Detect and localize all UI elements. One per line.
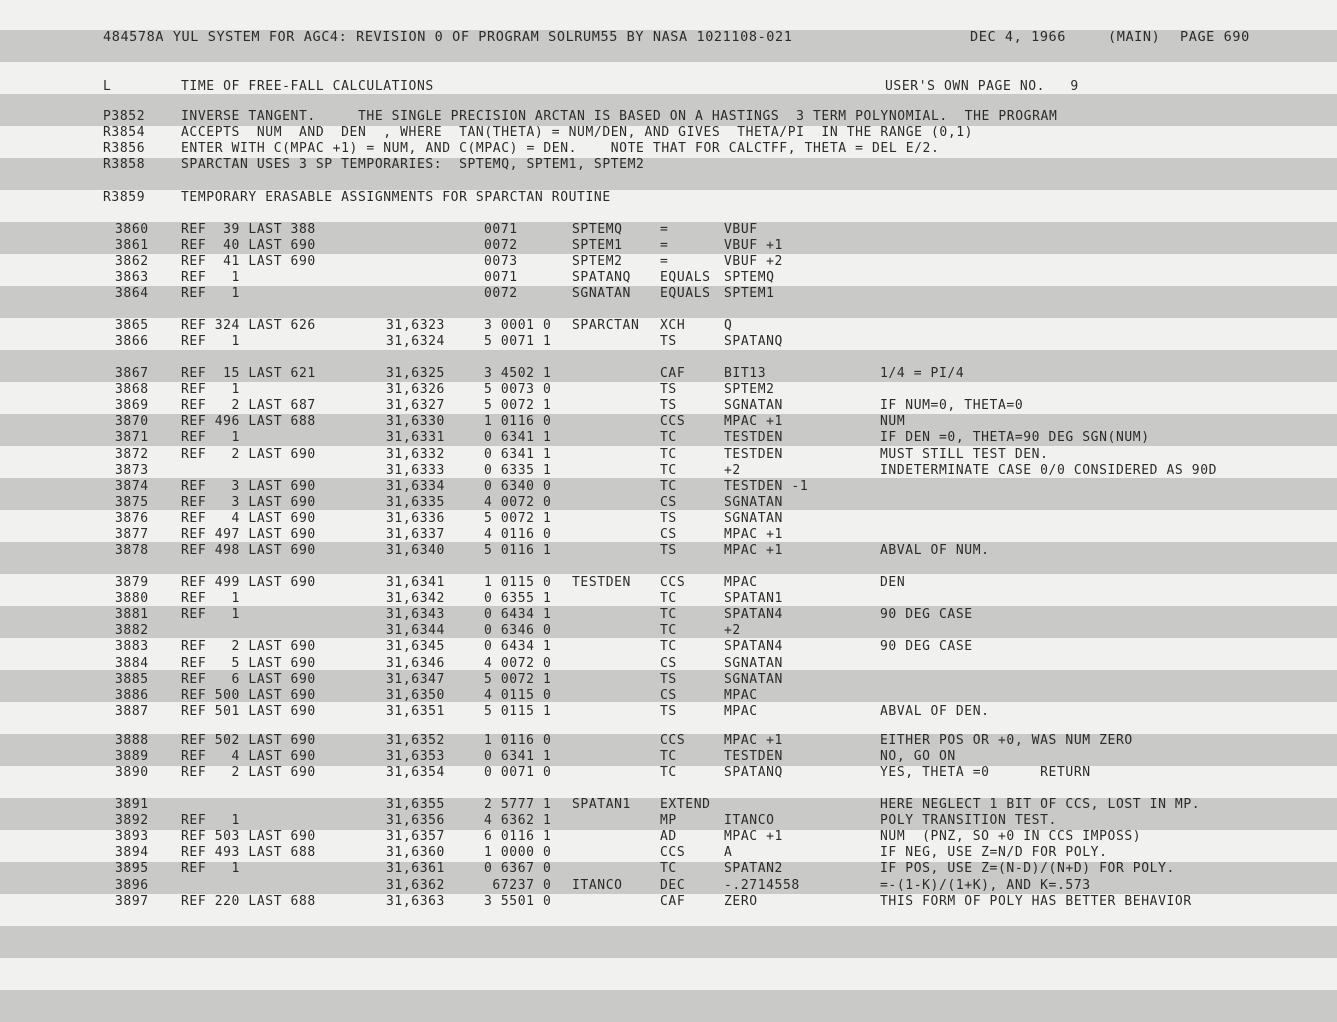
octal-code: 0 6434 1 bbox=[484, 639, 552, 655]
operand: Q bbox=[724, 318, 733, 333]
ref-info: REF 2 LAST 690 bbox=[181, 639, 316, 655]
octal-code: 0 6335 1 bbox=[484, 462, 552, 478]
section-comment bbox=[0, 190, 611, 206]
comment-text: INVERSE TANGENT. THE SINGLE PRECISION ARCTAN IS BASED ON A HASTINGS 3 TERM POLYNOMIAL. THE PROGRAM bbox=[181, 109, 1058, 124]
operand: VBUF bbox=[724, 222, 758, 237]
operand: +2 bbox=[724, 623, 741, 639]
section-comment-text: TEMPORARY ERASABLE ASSIGNMENTS FOR SPARCTAN ROUTINE bbox=[181, 190, 611, 205]
opcode: TC bbox=[660, 446, 677, 462]
ref-info: REF 1 bbox=[181, 382, 240, 398]
line-number: 3867 bbox=[115, 366, 149, 381]
operand: MPAC bbox=[724, 687, 758, 703]
address: 31,6355 bbox=[386, 797, 445, 812]
line-number: 3890 bbox=[115, 765, 149, 781]
address: 31,6356 bbox=[386, 813, 445, 829]
ref-info: REF 4 LAST 690 bbox=[181, 749, 316, 765]
symbol-label: SPTEMQ bbox=[572, 222, 623, 237]
line-number: 3872 bbox=[115, 446, 149, 462]
line-comment: IF POS, USE Z=(N-D)/(N+D) FOR POLY. bbox=[880, 861, 1175, 877]
octal-code: 1 0116 0 bbox=[484, 733, 552, 748]
octal-code: 1 0115 0 bbox=[484, 575, 552, 590]
symbol-label: SGNATAN bbox=[572, 286, 631, 302]
opcode: TS bbox=[660, 671, 677, 687]
address: 31,6346 bbox=[386, 655, 445, 671]
octal-code: 5 0073 0 bbox=[484, 382, 552, 398]
address: 31,6353 bbox=[386, 749, 445, 765]
operand: A bbox=[724, 845, 733, 861]
line-number: 3863 bbox=[115, 270, 149, 286]
octal-code: 0073 bbox=[484, 254, 518, 270]
address: 31,6331 bbox=[386, 430, 445, 446]
page-header bbox=[0, 29, 1250, 45]
line-comment: DEN bbox=[880, 575, 906, 590]
opcode: TC bbox=[660, 607, 677, 623]
operand: MPAC +1 bbox=[724, 829, 783, 845]
ref-info: REF 502 LAST 690 bbox=[181, 733, 316, 748]
operand: SPTEM2 bbox=[724, 382, 775, 398]
opcode: CS bbox=[660, 655, 677, 671]
opcode: TS bbox=[660, 703, 677, 719]
octal-code: 0 6367 0 bbox=[484, 861, 552, 877]
operand: SPATAN4 bbox=[724, 607, 783, 623]
line-comment: ABVAL OF DEN. bbox=[880, 703, 990, 719]
line-number: 3883 bbox=[115, 639, 149, 655]
opcode: MP bbox=[660, 813, 677, 829]
operand: ITANCO bbox=[724, 813, 775, 829]
address: 31,6357 bbox=[386, 829, 445, 845]
line-number: 3864 bbox=[115, 286, 149, 302]
symbol-label: SPATAN1 bbox=[572, 797, 631, 812]
line-comment: MUST STILL TEST DEN. bbox=[880, 446, 1049, 462]
ref-info: REF 6 LAST 690 bbox=[181, 671, 316, 687]
opcode: TC bbox=[660, 749, 677, 765]
ref-info: REF 1 bbox=[181, 813, 240, 829]
address: 31,6344 bbox=[386, 623, 445, 639]
opcode: XCH bbox=[660, 318, 686, 333]
line-comment: EITHER POS OR +0, WAS NUM ZERO bbox=[880, 733, 1133, 748]
octal-code: 4 0115 0 bbox=[484, 687, 552, 703]
octal-code: 0 6434 1 bbox=[484, 607, 552, 623]
octal-code: 3 4502 1 bbox=[484, 366, 552, 381]
line-comment: 90 DEG CASE bbox=[880, 607, 973, 623]
opcode: TC bbox=[660, 430, 677, 446]
octal-code: 6 0116 1 bbox=[484, 829, 552, 845]
symbol-label: SPTEM1 bbox=[572, 238, 623, 254]
ref-info: REF 503 LAST 690 bbox=[181, 829, 316, 845]
line-number: 3875 bbox=[115, 494, 149, 510]
operand: TESTDEN -1 bbox=[724, 478, 809, 494]
line-comment: ABVAL OF NUM. bbox=[880, 543, 990, 559]
opcode: CAF bbox=[660, 893, 686, 909]
octal-code: 5 0116 1 bbox=[484, 543, 552, 559]
ref-info: REF 2 LAST 690 bbox=[181, 446, 316, 462]
line-number: 3894 bbox=[115, 845, 149, 861]
opcode: TS bbox=[660, 382, 677, 398]
opcode: DEC bbox=[660, 877, 686, 893]
address: 31,6326 bbox=[386, 382, 445, 398]
ref-info: REF 39 LAST 388 bbox=[181, 222, 316, 237]
seq-number: P3852 bbox=[103, 109, 146, 124]
operand: VBUF +2 bbox=[724, 254, 783, 270]
symbol-label: TESTDEN bbox=[572, 575, 631, 590]
operand: SPATAN4 bbox=[724, 639, 783, 655]
octal-code: 0 6355 1 bbox=[484, 591, 552, 607]
octal-code: 0 6346 0 bbox=[484, 623, 552, 639]
line-comment: THIS FORM OF POLY HAS BETTER BEHAVIOR bbox=[880, 893, 1192, 909]
address: 31,6340 bbox=[386, 543, 445, 559]
address: 31,6332 bbox=[386, 446, 445, 462]
seq-number: R3858 bbox=[103, 157, 146, 172]
comment-text: ACCEPTS NUM AND DEN , WHERE TAN(THETA) = NUM/DEN, AND GIVES THETA/PI IN THE RANGE (0,1) bbox=[181, 125, 974, 140]
ref-info: REF 1 bbox=[181, 270, 240, 286]
operand: TESTDEN bbox=[724, 446, 783, 462]
line-number: 3881 bbox=[115, 607, 149, 623]
ref-info: REF 1 bbox=[181, 861, 240, 877]
address: 31,6352 bbox=[386, 733, 445, 748]
address: 31,6347 bbox=[386, 671, 445, 687]
address: 31,6337 bbox=[386, 527, 445, 542]
line-number: 3887 bbox=[115, 703, 149, 719]
ref-info: REF 496 LAST 688 bbox=[181, 414, 316, 430]
line-number: 3895 bbox=[115, 861, 149, 877]
address: 31,6327 bbox=[386, 398, 445, 414]
line-comment: IF DEN =0, THETA=90 DEG SGN(NUM) bbox=[880, 430, 1150, 446]
opcode: = bbox=[660, 222, 669, 237]
opcode: = bbox=[660, 254, 669, 270]
symbol-label: SPTEM2 bbox=[572, 254, 623, 270]
ref-info: REF 1 bbox=[181, 607, 240, 623]
subheader bbox=[0, 79, 1079, 95]
comment-line bbox=[0, 157, 645, 173]
address: 31,6354 bbox=[386, 765, 445, 781]
octal-code: 0 6341 1 bbox=[484, 749, 552, 765]
line-number: 3874 bbox=[115, 478, 149, 494]
address: 31,6351 bbox=[386, 703, 445, 719]
operand: MPAC +1 bbox=[724, 414, 783, 430]
octal-code: 4 0116 0 bbox=[484, 527, 552, 542]
ref-info: REF 2 LAST 687 bbox=[181, 398, 316, 414]
ref-info: REF 3 LAST 690 bbox=[181, 494, 316, 510]
operand: TESTDEN bbox=[724, 430, 783, 446]
operand: MPAC +1 bbox=[724, 527, 783, 542]
line-comment: POLY TRANSITION TEST. bbox=[880, 813, 1057, 829]
line-number: 3891 bbox=[115, 797, 149, 812]
octal-code: 5 0071 1 bbox=[484, 334, 552, 350]
operand: SGNATAN bbox=[724, 671, 783, 687]
ref-info: REF 41 LAST 690 bbox=[181, 254, 316, 270]
address: 31,6333 bbox=[386, 462, 445, 478]
operand: BIT13 bbox=[724, 366, 767, 381]
operand: TESTDEN bbox=[724, 749, 783, 765]
octal-code: 5 0115 1 bbox=[484, 703, 552, 719]
operand: SGNATAN bbox=[724, 510, 783, 526]
opcode: CS bbox=[660, 527, 677, 542]
octal-code: 1 0116 0 bbox=[484, 414, 552, 430]
line-number: 3878 bbox=[115, 543, 149, 559]
ref-info: REF 1 bbox=[181, 286, 240, 302]
line-comment: NO, GO ON bbox=[880, 749, 956, 765]
opcode: TS bbox=[660, 334, 677, 350]
line-number: 3892 bbox=[115, 813, 149, 829]
ref-info: REF 501 LAST 690 bbox=[181, 703, 316, 719]
user-page-number: USER'S OWN PAGE NO. 9 bbox=[885, 79, 1079, 94]
opcode: TC bbox=[660, 478, 677, 494]
opcode: CS bbox=[660, 687, 677, 703]
comment-text: ENTER WITH C(MPAC +1) = NUM, AND C(MPAC) = DEN. NOTE THAT FOR CALCTFF, THETA = DEL E/2. bbox=[181, 141, 940, 156]
address: 31,6334 bbox=[386, 478, 445, 494]
header-title: 484578A YUL SYSTEM FOR AGC4: REVISION 0 OF PROGRAM SOLRUM55 BY NASA 1021108-021 bbox=[103, 29, 793, 45]
ref-info: REF 3 LAST 690 bbox=[181, 478, 316, 494]
line-comment: NUM bbox=[880, 414, 906, 430]
line-number: 3896 bbox=[115, 877, 149, 893]
line-number: 3869 bbox=[115, 398, 149, 414]
opcode: AD bbox=[660, 829, 677, 845]
subheader-tag: L bbox=[103, 79, 112, 94]
address: 31,6325 bbox=[386, 366, 445, 381]
opcode: EQUALS bbox=[660, 286, 711, 302]
line-number: 3870 bbox=[115, 414, 149, 430]
subheader-title: TIME OF FREE-FALL CALCULATIONS bbox=[181, 79, 434, 94]
header-page: PAGE 690 bbox=[1180, 29, 1250, 45]
octal-code: 0071 bbox=[484, 222, 518, 237]
operand: SPATAN2 bbox=[724, 861, 783, 877]
operand: MPAC +1 bbox=[724, 543, 783, 559]
line-number: 3897 bbox=[115, 893, 149, 909]
opcode: TC bbox=[660, 639, 677, 655]
line-number: 3880 bbox=[115, 591, 149, 607]
line-comment: =-(1-K)/(1+K), AND K=.573 bbox=[880, 877, 1091, 893]
ref-info: REF 5 LAST 690 bbox=[181, 655, 316, 671]
opcode: TC bbox=[660, 623, 677, 639]
octal-code: 1 0000 0 bbox=[484, 845, 552, 861]
line-number: 3862 bbox=[115, 254, 149, 270]
octal-code: 67237 0 bbox=[484, 877, 552, 893]
opcode: TC bbox=[660, 591, 677, 607]
ref-info: REF 40 LAST 690 bbox=[181, 238, 316, 254]
ref-info: REF 500 LAST 690 bbox=[181, 687, 316, 703]
line-number: 3868 bbox=[115, 382, 149, 398]
header-date: DEC 4, 1966 bbox=[970, 29, 1067, 45]
line-number: 3884 bbox=[115, 655, 149, 671]
address: 31,6330 bbox=[386, 414, 445, 430]
line-comment: IF NUM=0, THETA=0 bbox=[880, 398, 1024, 414]
operand: -.2714558 bbox=[724, 877, 800, 893]
line-comment: 1/4 = PI/4 bbox=[880, 366, 965, 381]
octal-code: 5 0072 1 bbox=[484, 398, 552, 414]
line-number: 3873 bbox=[115, 462, 149, 478]
address: 31,6335 bbox=[386, 494, 445, 510]
octal-code: 5 0072 1 bbox=[484, 510, 552, 526]
opcode: TS bbox=[660, 543, 677, 559]
octal-code: 0 0071 0 bbox=[484, 765, 552, 781]
operand: SGNATAN bbox=[724, 494, 783, 510]
comment-line bbox=[0, 141, 940, 157]
symbol-label: SPATANQ bbox=[572, 270, 631, 286]
octal-code: 4 0072 0 bbox=[484, 494, 552, 510]
address: 31,6343 bbox=[386, 607, 445, 623]
line-number: 3886 bbox=[115, 687, 149, 703]
octal-code: 3 5501 0 bbox=[484, 893, 552, 909]
comment-line bbox=[0, 125, 974, 141]
ref-info: REF 2 LAST 690 bbox=[181, 765, 316, 781]
line-number: 3893 bbox=[115, 829, 149, 845]
ref-info: REF 1 bbox=[181, 334, 240, 350]
ref-info: REF 499 LAST 690 bbox=[181, 575, 316, 590]
opcode: = bbox=[660, 238, 669, 254]
octal-code: 5 0072 1 bbox=[484, 671, 552, 687]
operand: SGNATAN bbox=[724, 655, 783, 671]
operand: SPATANQ bbox=[724, 765, 783, 781]
opcode: TC bbox=[660, 765, 677, 781]
ref-info: REF 15 LAST 621 bbox=[181, 366, 316, 381]
ref-info: REF 493 LAST 688 bbox=[181, 845, 316, 861]
octal-code: 4 6362 1 bbox=[484, 813, 552, 829]
ref-info: REF 4 LAST 690 bbox=[181, 510, 316, 526]
symbol-label: SPARCTAN bbox=[572, 318, 640, 333]
line-number: 3877 bbox=[115, 527, 149, 542]
address: 31,6350 bbox=[386, 687, 445, 703]
line-comment: HERE NEGLECT 1 BIT OF CCS, LOST IN MP. bbox=[880, 797, 1201, 812]
line-number: 3861 bbox=[115, 238, 149, 254]
line-number: 3860 bbox=[115, 222, 149, 237]
operand: SPTEMQ bbox=[724, 270, 775, 286]
line-comment: INDETERMINATE CASE 0/0 CONSIDERED AS 90D bbox=[880, 462, 1218, 478]
opcode: TS bbox=[660, 398, 677, 414]
symbol-label: ITANCO bbox=[572, 877, 623, 893]
octal-code: 0071 bbox=[484, 270, 518, 286]
octal-code: 4 0072 0 bbox=[484, 655, 552, 671]
operand: +2 bbox=[724, 462, 741, 478]
address: 31,6360 bbox=[386, 845, 445, 861]
operand: MPAC bbox=[724, 703, 758, 719]
octal-code: 0 6341 1 bbox=[484, 430, 552, 446]
opcode: TC bbox=[660, 861, 677, 877]
opcode: CS bbox=[660, 494, 677, 510]
opcode: EXTEND bbox=[660, 797, 711, 812]
address: 31,6336 bbox=[386, 510, 445, 526]
operand: MPAC bbox=[724, 575, 758, 590]
header-section: (MAIN) bbox=[1108, 29, 1161, 45]
operand: SPTEM1 bbox=[724, 286, 775, 302]
operand: ZERO bbox=[724, 893, 758, 909]
opcode: EQUALS bbox=[660, 270, 711, 286]
operand: SPATAN1 bbox=[724, 591, 783, 607]
opcode: CCS bbox=[660, 414, 686, 430]
line-number: 3866 bbox=[115, 334, 149, 350]
address: 31,6324 bbox=[386, 334, 445, 350]
line-number: 3885 bbox=[115, 671, 149, 687]
line-comment: IF NEG, USE Z=N/D FOR POLY. bbox=[880, 845, 1108, 861]
address: 31,6362 bbox=[386, 877, 445, 893]
line-number: 3865 bbox=[115, 318, 149, 333]
ref-info: REF 220 LAST 688 bbox=[181, 893, 316, 909]
line-number: 3888 bbox=[115, 733, 149, 748]
address: 31,6363 bbox=[386, 893, 445, 909]
operand: SPATANQ bbox=[724, 334, 783, 350]
seq-number: R3854 bbox=[103, 125, 146, 140]
opcode: CCS bbox=[660, 845, 686, 861]
address: 31,6345 bbox=[386, 639, 445, 655]
ref-info: REF 498 LAST 690 bbox=[181, 543, 316, 559]
line-comment: NUM (PNZ, SO +0 IN CCS IMPOSS) bbox=[880, 829, 1142, 845]
octal-code: 0 6341 1 bbox=[484, 446, 552, 462]
ref-info: REF 1 bbox=[181, 591, 240, 607]
comment-text: SPARCTAN USES 3 SP TEMPORARIES: SPTEMQ, SPTEM1, SPTEM2 bbox=[181, 157, 645, 172]
opcode: CCS bbox=[660, 733, 686, 748]
line-number: 3889 bbox=[115, 749, 149, 765]
line-comment: 90 DEG CASE bbox=[880, 639, 973, 655]
address: 31,6323 bbox=[386, 318, 445, 333]
comment-line bbox=[0, 109, 1058, 125]
octal-code: 3 0001 0 bbox=[484, 318, 552, 333]
ref-info: REF 324 LAST 626 bbox=[181, 318, 316, 333]
operand: VBUF +1 bbox=[724, 238, 783, 254]
octal-code: 0 6340 0 bbox=[484, 478, 552, 494]
seq-number: R3859 bbox=[103, 190, 146, 205]
line-comment: YES, THETA =0 RETURN bbox=[880, 765, 1091, 781]
opcode: CCS bbox=[660, 575, 686, 590]
address: 31,6341 bbox=[386, 575, 445, 590]
opcode: TC bbox=[660, 462, 677, 478]
ref-info: REF 1 bbox=[181, 430, 240, 446]
address: 31,6361 bbox=[386, 861, 445, 877]
seq-number: R3856 bbox=[103, 141, 146, 156]
octal-code: 2 5777 1 bbox=[484, 797, 552, 812]
line-number: 3879 bbox=[115, 575, 149, 590]
octal-code: 0072 bbox=[484, 286, 518, 302]
address: 31,6342 bbox=[386, 591, 445, 607]
opcode: TS bbox=[660, 510, 677, 526]
opcode: CAF bbox=[660, 366, 686, 381]
line-number: 3876 bbox=[115, 510, 149, 526]
line-number: 3871 bbox=[115, 430, 149, 446]
octal-code: 0072 bbox=[484, 238, 518, 254]
line-number: 3882 bbox=[115, 623, 149, 639]
operand: MPAC +1 bbox=[724, 733, 783, 748]
operand: SGNATAN bbox=[724, 398, 783, 414]
ref-info: REF 497 LAST 690 bbox=[181, 527, 316, 542]
